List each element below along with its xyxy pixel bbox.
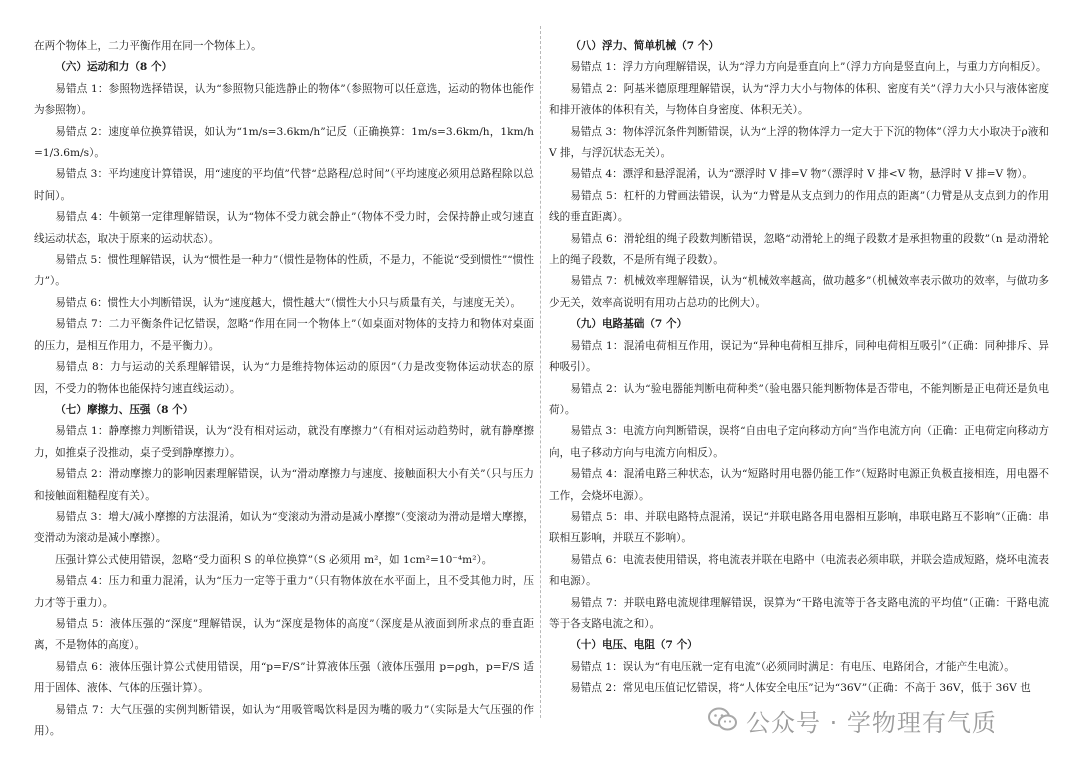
paragraph: 易错点 7：机械效率理解错误，认为“机械效率越高，做功越多”（机械效率表示做功的效率，与做功多少无关，效率高说明有用功占总功的比例大）。 (549, 275, 1049, 309)
section-heading: （八）浮力、简单机械（7 个） (570, 40, 719, 52)
paragraph: 易错点 2：速度单位换算错误，如认为“1m/s=3.6km/h”记反（正确换算：1m/s=3.6km/h，1km/h=1/3.6m/s）。 (34, 125, 534, 160)
paragraph: 易错点 4：混淆电路三种状态，认为“短路时用电器仍能工作”（短路时电源正负极直接相连，用电器不工作，会烧坏电源）。 (549, 468, 1049, 502)
paragraph: 易错点 7：二力平衡条件记忆错误，忽略“作用在同一个物体上”（如桌面对物体的支持力和物体对桌面的压力，是相互作用力，不是平衡力）。 (34, 318, 534, 352)
column-divider (540, 26, 541, 718)
paragraph: 易错点 3：增大/减小摩擦的方法混淆，如认为“变滚动为滑动是减小摩擦”（变滚动为滑动是增大摩擦，变滑动为滚动是减小摩擦）。 (34, 510, 534, 545)
paragraph: 易错点 5：惯性理解错误，认为“惯性是一种力”（惯性是物体的性质，不是力，不能说“受到惯性”“惯性力”）。 (34, 254, 534, 288)
section-heading: （十）电压、电阻（7 个） (570, 639, 698, 652)
paragraph: 易错点 7：并联电路电流规律理解错误，误算为“干路电流等于各支路电流的平均值”（正确：干路电流等于各支路电流之和）。 (549, 596, 1049, 630)
paragraph: 易错点 3：平均速度计算错误，用“速度的平均值”代替“总路程/总时间”（平均速度必须用总路程除以总时间）。 (34, 168, 534, 202)
section-heading: （九）电路基础（7 个） (570, 318, 688, 331)
paragraph: 易错点 1：误认为“有电压就一定有电流”（必须同时满足：有电压、电路闭合，才能产生电流）。 (570, 660, 1015, 673)
paragraph: 在两个物体上，二力平衡作用在同一个物体上）。 (34, 40, 262, 52)
paragraph: 易错点 7：大气压强的实例判断错误，如认为“用吸管喝饮料是因为嘴的吸力”（实际是大气压强的作用）。 (34, 703, 534, 737)
section-heading: （七）摩擦力、压强（8 个） (55, 403, 194, 416)
left-column (34, 36, 534, 742)
section-heading: （六）运动和力（8 个） (55, 61, 173, 74)
paragraph: 易错点 6：滑轮组的绳子段数判断错误，忽略“动滑轮上的绳子段数才是承担物重的段数”（n 是动滑轮上的绳子段数，不是所有绳子段数）。 (549, 232, 1049, 267)
paragraph: 易错点 3：电流方向判断错误，误将“自由电子定向移动方向”当作电流方向（正确：正电荷定向移动方向，电子移动方向与电流方向相反）。 (549, 425, 1049, 459)
paragraph: 压强计算公式使用错误，忽略“受力面积 S 的单位换算”（S 必须用 m²，如 1cm²=10⁻⁴m²）。 (55, 553, 493, 566)
paragraph: 易错点 4：漂浮和悬浮混淆，认为“漂浮时 V 排=V 物”（漂浮时 V 排<V 物，悬浮时 V 排=V 物）。 (570, 168, 1033, 181)
paragraph: 易错点 1：浮力方向理解错误，认为“浮力方向是垂直向上”（浮力方向是竖直向上，与重力方向相反）。 (570, 61, 1047, 74)
right-column (549, 36, 1049, 700)
paragraph: 易错点 5：串、并联电路特点混淆，误记“并联电路各用电器相互影响，串联电路互不影响”（正确：串联相互影响，并联互不影响）。 (549, 510, 1049, 545)
paragraph: 易错点 2：常见电压值记忆错误，将“人体安全电压”记为“36V”（正确：不高于 36V，低于 36V 也 (570, 682, 1031, 695)
paragraph: 易错点 4：牛顿第一定律理解错误，认为“物体不受力就会静止”（物体不受力时，会保持静止或匀速直线运动状态，取决于原来的运动状态）。 (34, 211, 534, 245)
watermark (708, 700, 997, 740)
watermark-text: 公众号 · 学物理有气质 (746, 708, 997, 737)
paragraph: 易错点 5：液体压强的“深度”理解错误，认为“深度是物体的高度”（深度是从液面到所求点的垂直距离，不是物体的高度）。 (34, 617, 534, 652)
paragraph: 易错点 8：力与运动的关系理解错误，认为“力是维持物体运动的原因”（力是改变物体运动状态的原因，不受力的物体也能保持匀速直线运动）。 (34, 361, 534, 395)
paragraph: 易错点 1：静摩擦力判断错误，认为“没有相对运动，就没有摩擦力”（有相对运动趋势时，就有静摩擦力，如推桌子没推动，桌子受到静摩擦力）。 (34, 425, 534, 459)
paragraph: 易错点 1：参照物选择错误，认为“参照物只能选静止的物体”（参照物可以任意选，运动的物体也能作为参照物）。 (34, 82, 534, 117)
paragraph: 易错点 2：滑动摩擦力的影响因素理解错误，认为“滑动摩擦力与速度、接触面积大小有关”（只与压力和接触面粗糙程度有关）。 (34, 468, 534, 502)
paragraph: 易错点 5：杠杆的力臂画法错误，认为“力臂是从支点到力的作用点的距离”（力臂是从支点到力的作用线的垂直距离）。 (549, 189, 1049, 224)
paragraph: 易错点 4：压力和重力混淆，认为“压力一定等于重力”（只有物体放在水平面上，且不受其他力时，压力才等于重力）。 (34, 575, 534, 609)
paragraph: 易错点 6：惯性大小判断错误，认为“速度越大，惯性越大”（惯性大小只与质量有关，与速度无关）。 (55, 296, 522, 309)
paragraph: 易错点 6：电流表使用错误，将电流表并联在电路中（电流表必须串联，并联会造成短路，烧坏电流表和电源）。 (549, 553, 1049, 588)
paragraph: 易错点 2：认为“验电器能判断电荷种类”（验电器只能判断物体是否带电，不能判断是正电荷还是负电荷）。 (549, 382, 1049, 416)
wechat-official-account-icon (708, 707, 738, 733)
paragraph: 易错点 1：混淆电荷相互作用，误记为“异种电荷相互排斥，同种电荷相互吸引”（正确：同种排斥、异种吸引）。 (549, 339, 1049, 374)
paragraph: 易错点 6：液体压强计算公式使用错误，用“p=F/S”计算液体压强（液体压强用 p=ρgh，p=F/S 适用于固体、液体、气体的压强计算）。 (34, 660, 534, 695)
paragraph: 易错点 2：阿基米德原理理解错误，认为“浮力大小与物体的体积、密度有关”（浮力大小只与液体密度和排开液体的体积有关，与物体自身密度、体积无关）。 (549, 82, 1049, 117)
paragraph: 易错点 3：物体浮沉条件判断错误，认为“上浮的物体浮力一定大于下沉的物体”（浮力大小取决于ρ液和 V 排，与浮沉状态无关）。 (549, 125, 1049, 160)
